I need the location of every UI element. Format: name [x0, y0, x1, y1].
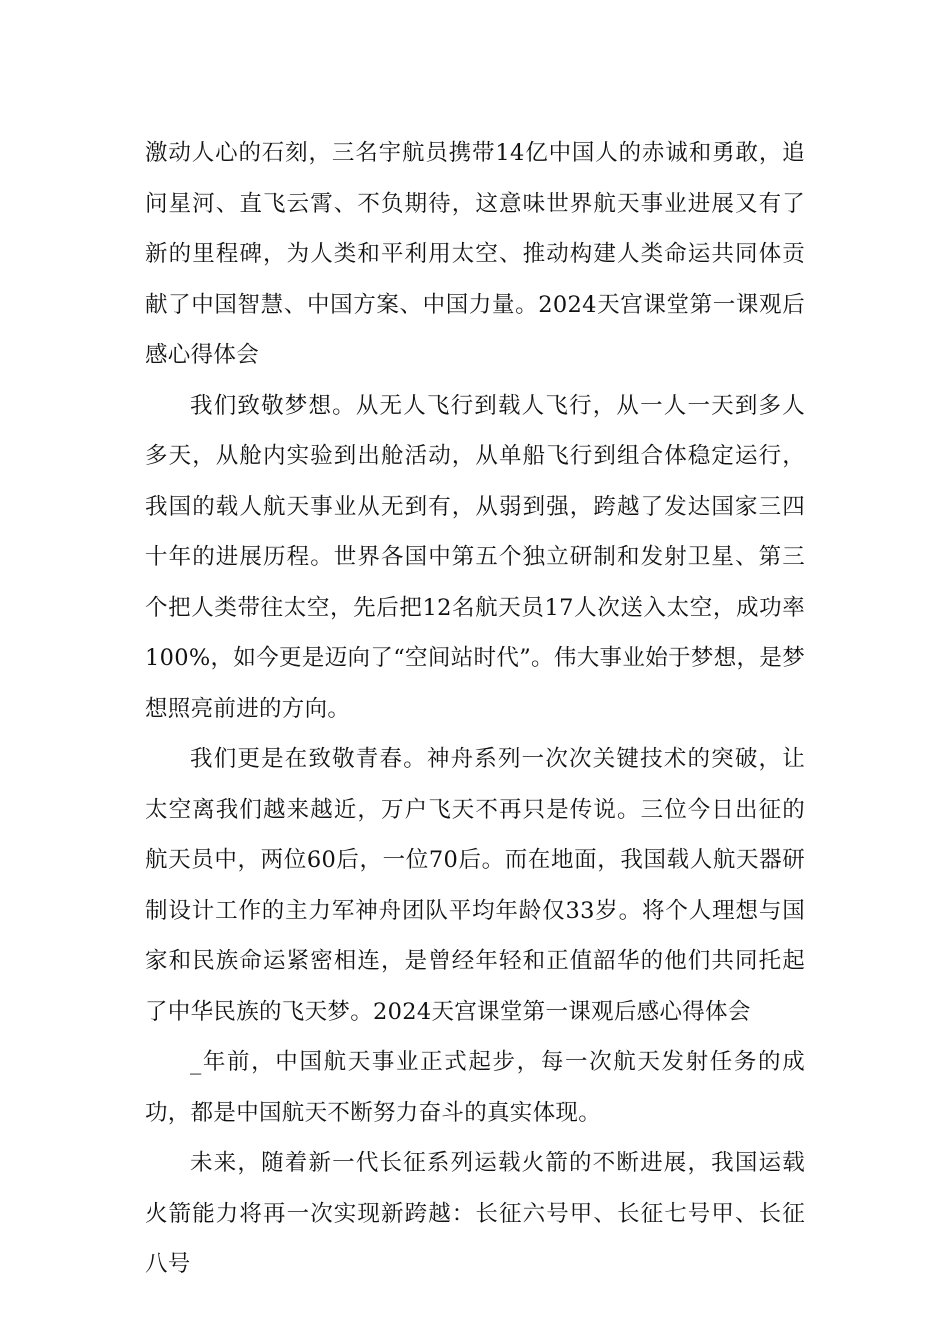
- document-page: [145, 128, 805, 1290]
- paragraph-5: 未来，随着新一代长征系列运载火箭的不断进展，我国运载火箭能力将再一次实现新跨越：长征六号甲、长征七号甲、长征八号: [145, 1150, 805, 1277]
- paragraph-2: 我们致敬梦想。从无人飞行到载人飞行，从一人一天到多人多天，从舱内实验到出舱活动，从单船飞行到组合体稳定运行，我国的载人航天事业从无到有，从弱到强，跨越了发达国家三四十年的进展历程。世界各国中第五个独立研制和发射卫星、第三个把人类带往太空，先后把12名航天员17人次送入太空，成功率100%，如今更是迈向了“空间站时代”。伟大事业始于梦想，是梦想照亮前进的方向。: [145, 392, 805, 722]
- paragraph-3: 我们更是在致敬青春。神舟系列一次次关键技术的突破，让太空离我们越来越近，万户飞天不再只是传说。三位今日出征的航天员中，两位60后，一位70后。而在地面，我国载人航天器研制设计工作的主力军神舟团队平均年龄仅33岁。将个人理想与国家和民族命运紧密相连，是曾经年轻和正值韶华的他们共同托起了中华民族的飞天梦。2024天宫课堂第一课观后感心得体会: [145, 746, 805, 1025]
- paragraph-1: 激动人心的石刻，三名宇航员携带14亿中国人的赤诚和勇敢，追问星河、直飞云霄、不负期待，这意味世界航天事业进展又有了新的里程碑，为人类和平利用太空、推动构建人类命运共同体贡献了中国智慧、中国方案、中国力量。2024天宫课堂第一课观后感心得体会: [145, 140, 805, 368]
- paragraph-4: _年前，中国航天事业正式起步，每一次航天发射任务的成功，都是中国航天不断努力奋斗的真实体现。: [145, 1049, 805, 1126]
